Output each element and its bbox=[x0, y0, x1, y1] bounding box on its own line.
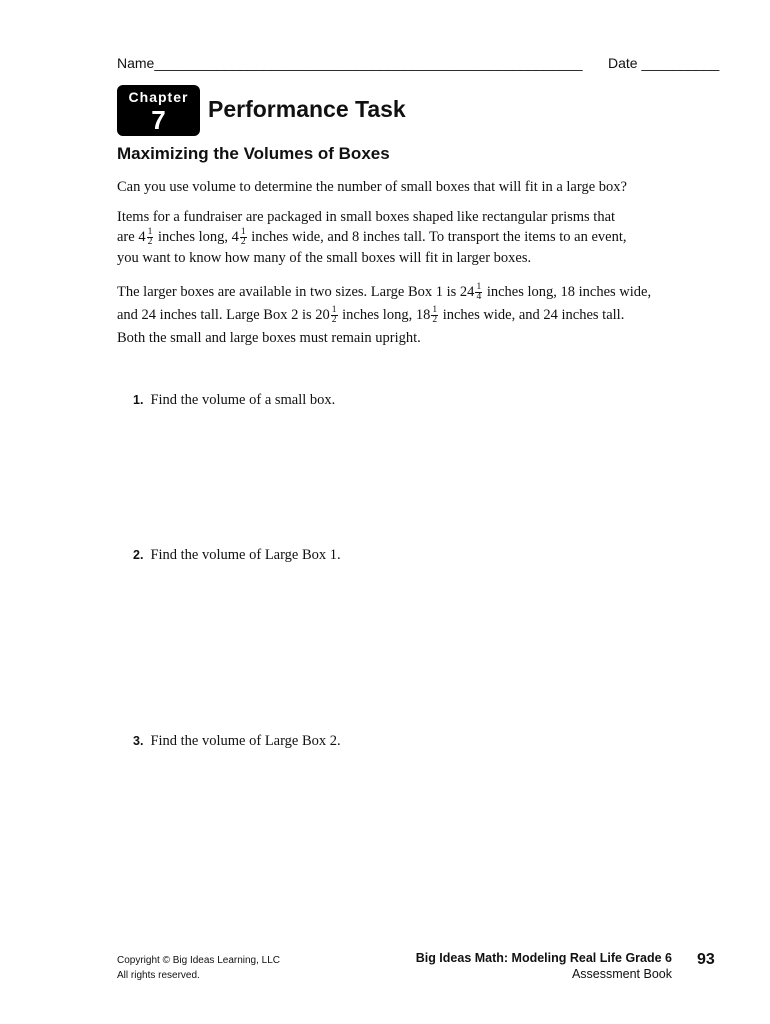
chapter-number: 7 bbox=[151, 105, 166, 135]
text-run: inches long, 4 bbox=[154, 229, 239, 245]
fraction: $\frac{1}{2}$ bbox=[240, 226, 246, 248]
question-number: 3. bbox=[133, 734, 144, 748]
paragraph-line: you want to know how many of the small boxes will fit in larger boxes. bbox=[117, 249, 532, 266]
paragraph-line bbox=[117, 227, 657, 248]
chapter-label: Chapter bbox=[128, 89, 189, 105]
book-info bbox=[416, 950, 672, 982]
question-3 bbox=[133, 733, 341, 750]
large-box-paragraph bbox=[117, 281, 677, 350]
name-field[interactable]: Name_______________________________________________________ bbox=[117, 55, 583, 71]
text-run: The larger boxes are available in two sizes. Large Box 1 is 24 bbox=[117, 284, 475, 300]
question-2 bbox=[133, 547, 341, 564]
fraction: $\frac{1}{2}$ bbox=[331, 304, 337, 326]
rights-text: All rights reserved. bbox=[117, 970, 200, 981]
paragraph-line bbox=[117, 304, 677, 327]
fraction: $\frac{1}{2}$ bbox=[432, 304, 438, 326]
text-run: are 4 bbox=[117, 229, 146, 245]
question-text: Find the volume of a small box. bbox=[150, 392, 336, 408]
text-run: and 24 inches tall. Large Box 2 is 20 bbox=[117, 307, 330, 323]
question-number: 1. bbox=[133, 393, 144, 407]
fraction: $\frac{1}{4}$ bbox=[476, 281, 482, 303]
intro-paragraph: Can you use volume to determine the number of small boxes that will fit in a large box? bbox=[117, 179, 627, 195]
book-title: Big Ideas Math: Modeling Real Life Grade 6 bbox=[415, 951, 672, 965]
question-text: Find the volume of Large Box 1. bbox=[150, 547, 341, 563]
copyright-text: Copyright © Big Ideas Learning, LLC bbox=[117, 955, 281, 966]
date-field[interactable]: Date __________ bbox=[608, 55, 720, 71]
copyright-notice bbox=[117, 953, 280, 983]
text-run: inches wide, and 24 inches tall. bbox=[439, 307, 625, 323]
small-box-paragraph bbox=[117, 207, 657, 268]
paragraph-line: Items for a fundraiser are packaged in small boxes shaped like rectangular prisms that bbox=[117, 209, 616, 225]
fraction: $\frac{1}{2}$ bbox=[147, 226, 153, 248]
book-subtitle: Assessment Book bbox=[571, 967, 672, 981]
chapter-badge bbox=[117, 85, 200, 136]
text-run: inches long, 18 inches wide, bbox=[483, 284, 652, 300]
question-number: 2. bbox=[133, 548, 144, 562]
text-run: inches wide, and 8 inches tall. To transport the items to an event, bbox=[247, 229, 627, 245]
page-number: 93 bbox=[697, 951, 715, 968]
page-title: Performance Task bbox=[208, 96, 406, 122]
paragraph-line: Both the small and large boxes must remain upright. bbox=[117, 330, 421, 346]
question-text: Find the volume of Large Box 2. bbox=[150, 733, 341, 749]
question-1 bbox=[133, 392, 335, 409]
section-subtitle: Maximizing the Volumes of Boxes bbox=[117, 144, 390, 163]
text-run: inches long, 18 bbox=[338, 307, 431, 323]
paragraph-line bbox=[117, 281, 677, 304]
